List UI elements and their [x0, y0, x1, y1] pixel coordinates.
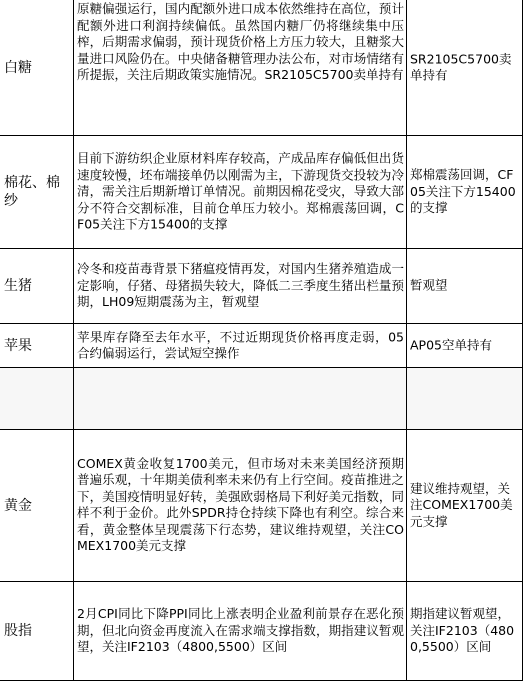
- commodity-name: 生猪: [4, 278, 32, 294]
- table-row-stock-index: [0, 582, 523, 681]
- analysis-text: 冷冬和疫苗毒背景下猪瘟疫情再发，对国内生猪养殖造成一定影响，仔猪、母猪损失较大，降低二三季度生猪出栏量预期，LH09短期震荡为主，暂观望: [77, 261, 404, 310]
- commodity-name: 棉花、棉纱: [4, 175, 60, 209]
- commodity-cell: [0, 136, 73, 248]
- analysis-cell: [73, 582, 406, 680]
- view-text: 期指建议暂观望，关注IF2103（4800,5500）区间: [410, 606, 515, 655]
- view-cell: [406, 430, 523, 581]
- analysis-cell: [73, 0, 406, 135]
- commodity-name: 白糖: [4, 59, 32, 76]
- commodity-name: 股指: [4, 623, 32, 639]
- view-text: 郑棉震荡回调，CF05关注下方15400的支撑: [410, 167, 516, 216]
- analysis-text: 苹果库存降至去年水平，不过近期现货价格再度走弱，05合约偏弱运行，尝试短空操作: [77, 328, 404, 361]
- analysis-text: 2月CPI同比下降PPI同比上涨表明企业盈利前景存在恶化预期，但北向资金再度流入在需求端支撑指数，期指建议暂观望，关注IF2103（4800,5500）区间: [77, 606, 404, 655]
- table-row-blank: [0, 368, 523, 430]
- analysis-cell: [73, 430, 406, 581]
- view-cell: [406, 249, 523, 323]
- analysis-cell: [73, 368, 406, 429]
- commodity-cell: [0, 368, 73, 429]
- analysis-text: COMEX黄金收复1700美元，但市场对未来美国经济预期普遍乐观，十年期美债利率未来仍有上行空间。疫苗推进之下，美国疫情明显好转，美强欧弱格局下利好美元指数，同样不利于金价。此外SPDR持仓持续下降也有利空。综合来看，黄金整体呈现震荡下行态势，建议维持观望，关注COMEX1700美元支撑: [77, 455, 404, 554]
- table-row-apple: [0, 324, 523, 368]
- commodity-cell: [0, 582, 73, 680]
- commodity-name: 苹果: [4, 337, 32, 354]
- view-cell: [406, 136, 523, 248]
- view-text: 暂观望: [410, 277, 448, 293]
- view-text: AP05空单持有: [410, 337, 492, 353]
- view-text: SR2105C5700卖单持有: [410, 50, 512, 83]
- table-row-gold: [0, 430, 523, 582]
- commodity-cell: [0, 430, 73, 581]
- view-cell: [406, 582, 523, 680]
- table-row-cotton: [0, 136, 523, 249]
- view-cell: [406, 0, 523, 135]
- analysis-text: 目前下游纺织企业原材料库存较高，产成品库存偏低但出货速度较慢，坯布端接单仍以刚需为主，下游现货交投较为冷清，需关注后期新增订单情况。前期因棉花受灾，导致大部分不符合交割标准，目前仓单压力较小。郑棉震荡回调，CF05关注下方15400的支撑: [77, 150, 404, 232]
- table-row-sugar: [0, 0, 523, 136]
- table-row-hog: [0, 249, 523, 324]
- analysis-text: 原糖偏强运行，国内配额外进口成本依然维持在高位，预计配额外进口利润持续偏低。虽然国内糖厂仍将继续集中压榨，后期需求偏弱，预计现货价格上方压力较大，且糖浆大量进口风险仍在。中央储备糖管理办法公布，对市场情绪有所提振，关注后期政策实施情况。SR2105C5700卖单持有: [77, 1, 404, 83]
- view-cell: [406, 324, 523, 367]
- analysis-cell: [73, 249, 406, 323]
- commodity-cell: [0, 324, 73, 367]
- commodity-cell: [0, 249, 73, 323]
- analysis-cell: [73, 324, 406, 367]
- view-cell: [406, 368, 523, 429]
- commodity-name: 黄金: [4, 497, 32, 514]
- analysis-cell: [73, 136, 406, 248]
- commodity-cell: [0, 0, 73, 135]
- view-text: 建议维持观望，关注COMEX1700美元支撑: [410, 480, 513, 529]
